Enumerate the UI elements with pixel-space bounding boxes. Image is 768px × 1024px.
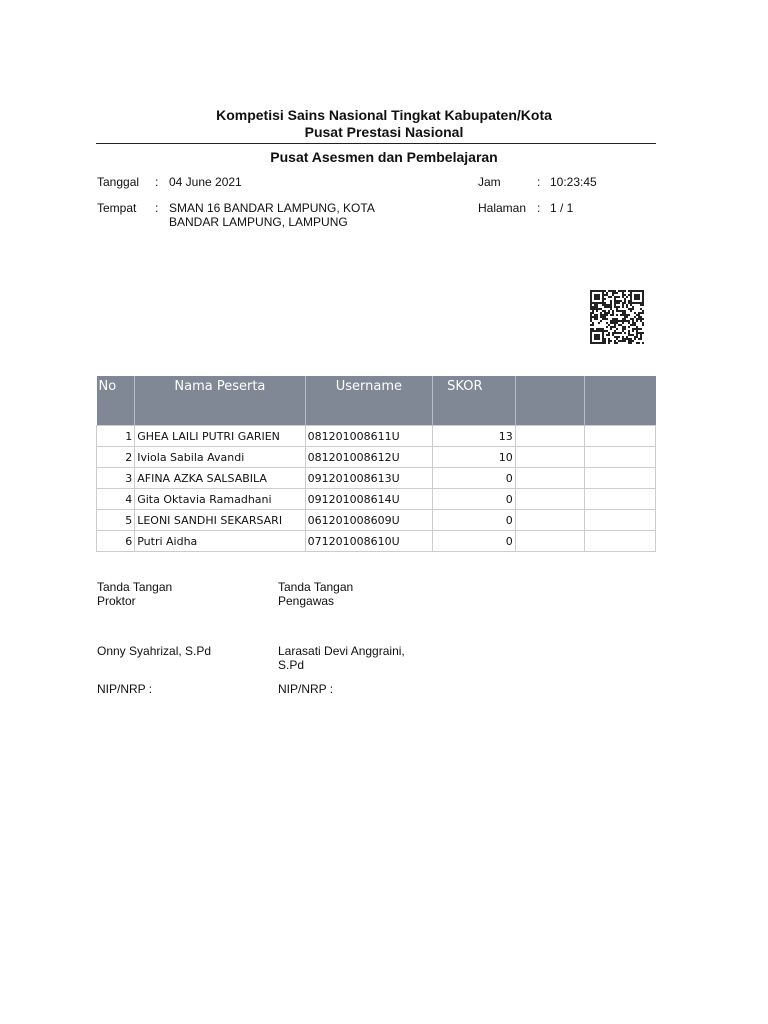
tempat-value-line2: BANDAR LAMPUNG, LAMPUNG — [169, 215, 348, 229]
column-header-nama: Nama Peserta — [135, 376, 305, 426]
cell-empty — [515, 426, 584, 447]
cell-username: 081201008612U — [305, 447, 433, 468]
halaman-value: 1 / 1 — [550, 201, 574, 215]
cell-skor: 10 — [433, 447, 516, 468]
column-header-skor: SKOR — [433, 376, 516, 426]
jam-colon: : — [537, 175, 541, 189]
report-title: Kompetisi Sains Nasional Tingkat Kabupaten/Kota — [216, 107, 552, 123]
pengawas-signature-line1: Tanda Tangan — [278, 580, 354, 594]
proktor-name: Onny Syahrizal, S.Pd — [97, 644, 212, 658]
table-row — [97, 510, 656, 531]
cell-nama: LEONI SANDHI SEKARSARI — [135, 510, 305, 531]
tempat-label: Tempat — [97, 201, 137, 215]
cell-no: 6 — [97, 531, 135, 552]
cell-no: 4 — [97, 489, 135, 510]
cell-username: 091201008613U — [305, 468, 433, 489]
table-row — [97, 468, 656, 489]
cell-username: 091201008614U — [305, 489, 433, 510]
pengawas-role: Pengawas — [278, 594, 335, 608]
pengawas-nip: NIP/NRP : — [278, 682, 334, 696]
column-header-empty-1 — [515, 376, 584, 426]
cell-empty — [515, 447, 584, 468]
cell-username: 061201008609U — [305, 510, 433, 531]
report-organization: Pusat Prestasi Nasional — [304, 124, 464, 140]
halaman-colon: : — [537, 201, 541, 215]
cell-nama: Gita Oktavia Ramadhani — [135, 489, 305, 510]
tanggal-colon: : — [155, 175, 159, 189]
cell-empty — [584, 447, 655, 468]
table-row — [97, 426, 656, 447]
cell-skor: 13 — [433, 426, 516, 447]
proktor-signature-line1: Tanda Tangan — [97, 580, 173, 594]
column-header-no: No — [97, 376, 135, 426]
pengawas-name — [278, 644, 405, 672]
jam-value: 10:23:45 — [550, 175, 597, 189]
jam-label: Jam — [478, 175, 501, 189]
proktor-role: Proktor — [97, 594, 136, 608]
cell-empty — [584, 510, 655, 531]
cell-no: 2 — [97, 447, 135, 468]
table-row — [97, 531, 656, 552]
cell-empty — [584, 468, 655, 489]
cell-skor: 0 — [433, 489, 516, 510]
cell-no: 5 — [97, 510, 135, 531]
tempat-value-line1: SMAN 16 BANDAR LAMPUNG, KOTA — [169, 201, 375, 215]
cell-empty — [515, 531, 584, 552]
cell-username: 071201008610U — [305, 531, 433, 552]
cell-empty — [515, 489, 584, 510]
cell-no: 3 — [97, 468, 135, 489]
cell-skor: 0 — [433, 510, 516, 531]
cell-nama: Iviola Sabila Avandi — [135, 447, 305, 468]
table-header-row — [97, 376, 656, 426]
cell-no: 1 — [97, 426, 135, 447]
cell-skor: 0 — [433, 531, 516, 552]
table-row — [97, 489, 656, 510]
table-row — [97, 447, 656, 468]
column-header-username: Username — [305, 376, 433, 426]
cell-username: 081201008611U — [305, 426, 433, 447]
cell-nama: AFINA AZKA SALSABILA — [135, 468, 305, 489]
cell-empty — [584, 531, 655, 552]
cell-empty — [584, 489, 655, 510]
cell-empty — [515, 510, 584, 531]
header-divider — [96, 143, 656, 144]
cell-nama: GHEA LAILI PUTRI GARIEN — [135, 426, 305, 447]
report-subtitle: Pusat Asesmen dan Pembelajaran — [270, 149, 498, 165]
cell-skor: 0 — [433, 468, 516, 489]
tanggal-value: 04 June 2021 — [169, 175, 242, 189]
results-table — [96, 376, 656, 552]
tempat-colon: : — [155, 201, 159, 215]
pengawas-name-line2: S.Pd — [278, 658, 305, 672]
cell-empty — [584, 426, 655, 447]
proktor-signature-label — [97, 580, 172, 608]
column-header-empty-2 — [584, 376, 655, 426]
qr-code-icon — [590, 290, 644, 345]
cell-empty — [515, 468, 584, 489]
halaman-label: Halaman — [478, 201, 527, 215]
cell-nama: Putri Aidha — [135, 531, 305, 552]
tanggal-label: Tanggal — [97, 175, 140, 189]
pengawas-name-line1: Larasati Devi Anggraini, — [278, 644, 405, 658]
proktor-nip: NIP/NRP : — [97, 682, 153, 696]
pengawas-signature-label — [278, 580, 353, 608]
